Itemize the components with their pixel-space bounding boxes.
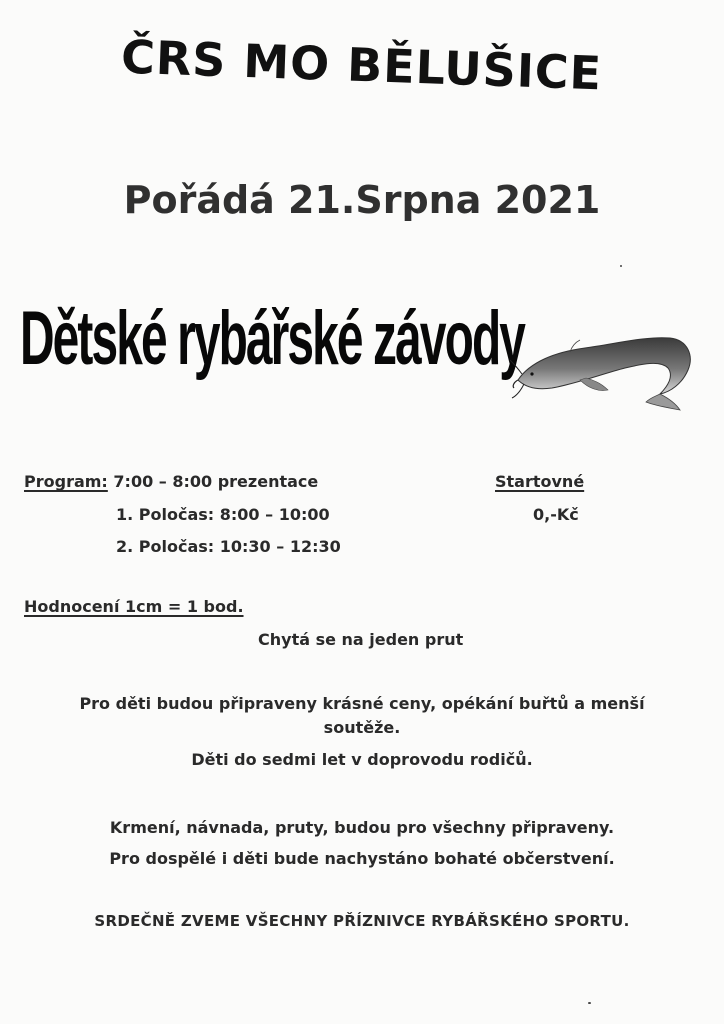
scoring-label-text: Hodnocení 1cm = 1 bod.: [24, 597, 244, 616]
organization-name: ČRS MO BĚLUŠICE: [120, 29, 604, 101]
fee-label: [495, 472, 584, 491]
scan-speck: [620, 265, 622, 267]
refreshments-note: Pro dospělé i děti bude nachystáno bohaté občerstvení.: [109, 849, 615, 868]
children-note: Děti do sedmi let v doprovodu rodičů.: [191, 750, 533, 769]
program-registration-row: [24, 472, 318, 491]
closing-invitation: SRDEČNĚ ZVEME VŠECHNY PŘÍZNIVCE RYBÁŘSKÉHO SPORTU.: [94, 912, 630, 930]
fee-value: 0,-Kč: [533, 505, 579, 524]
event-title: Dětské rybářské závody: [20, 296, 525, 381]
catfish-icon: [510, 322, 695, 412]
program-label: Program:: [24, 472, 108, 491]
organization-title: [0, 29, 724, 101]
prizes-line-2: soutěže.: [323, 718, 401, 737]
program-half-1: 1. Poločas: 8:00 – 10:00: [116, 505, 330, 524]
fee-label-text: Startovné: [495, 472, 585, 491]
program-registration: 7:00 – 8:00 prezentace: [113, 472, 319, 491]
scoring-rule: Chytá se na jeden prut: [258, 630, 464, 649]
date-heading: Pořádá 21.Srpna 2021: [123, 178, 601, 222]
bait-note: Krmení, návnada, pruty, budou pro všechny připraveny.: [109, 818, 615, 837]
scan-speck: [588, 1002, 591, 1004]
program-half-2: 2. Poločas: 10:30 – 12:30: [116, 537, 341, 556]
prizes-line-1: Pro děti budou připraveny krásné ceny, opékání buřtů a menší: [79, 694, 645, 713]
scoring-label: [24, 597, 244, 616]
